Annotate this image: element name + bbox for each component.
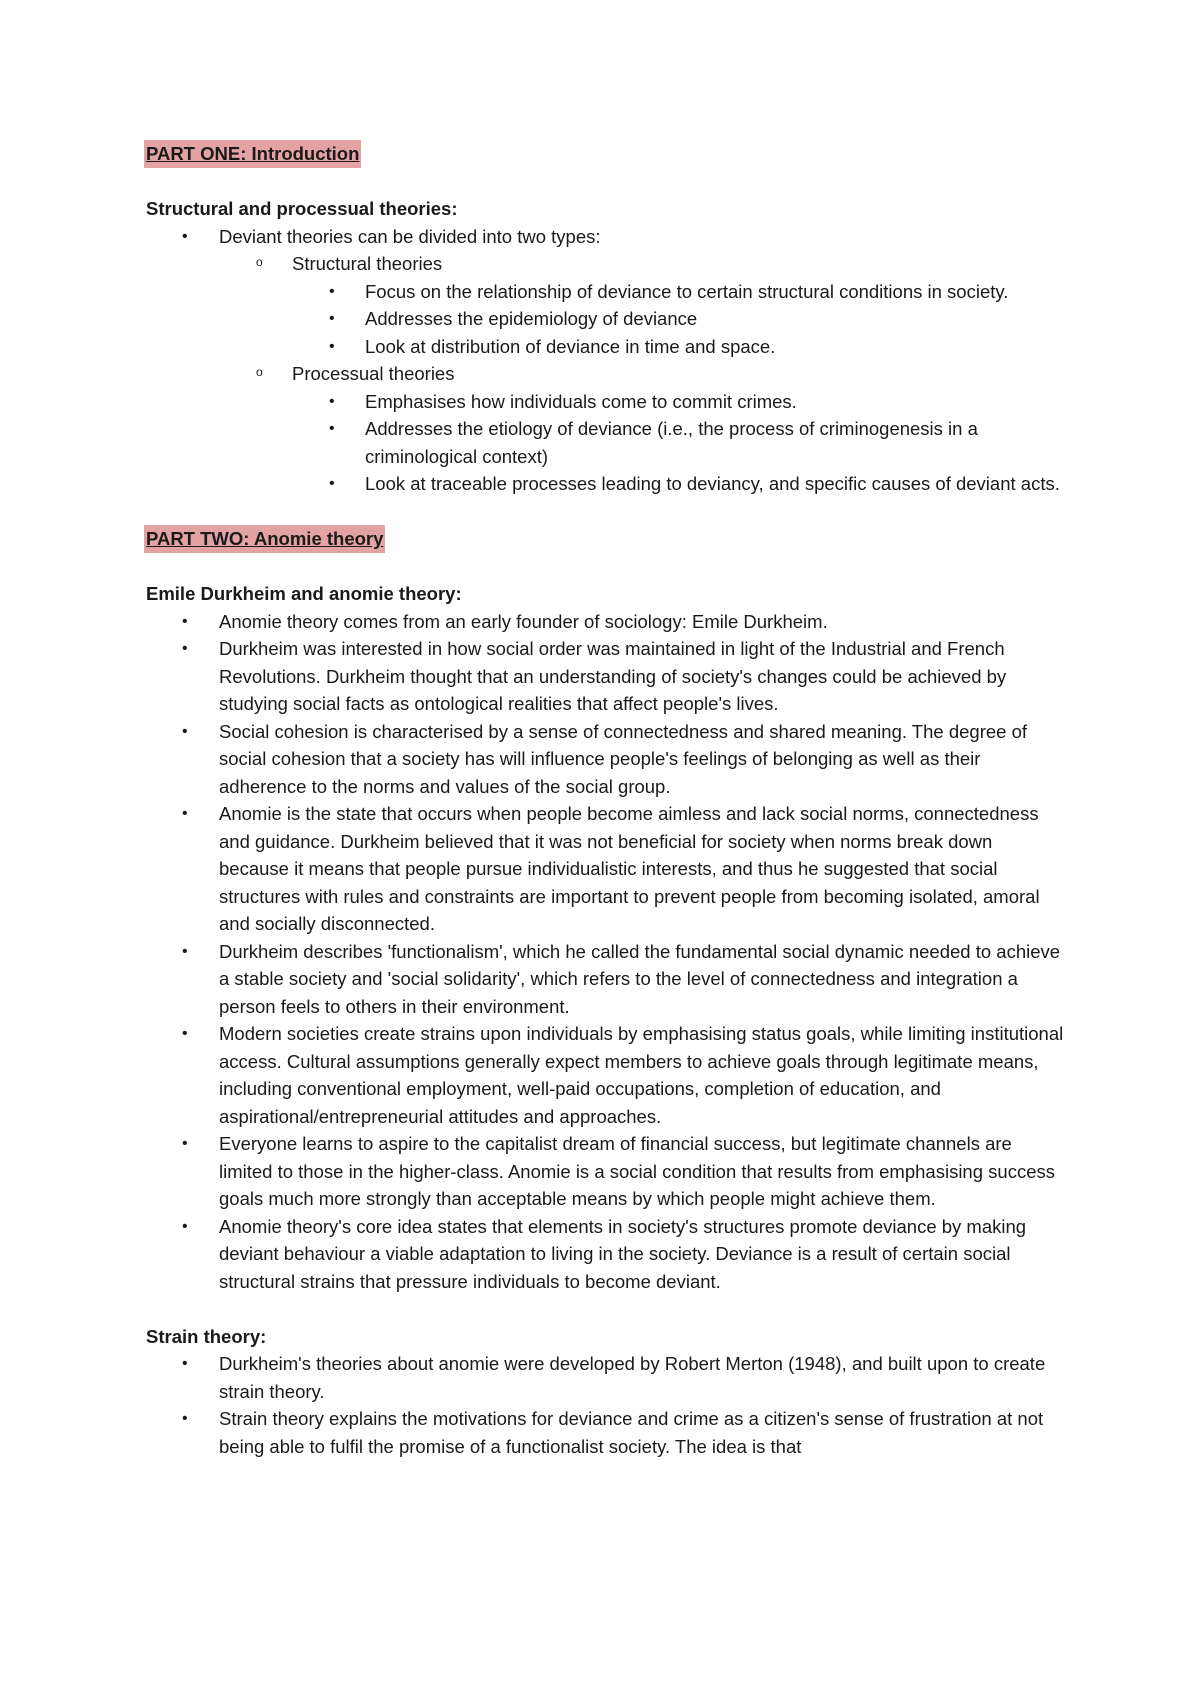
list-item bbox=[146, 1130, 1066, 1213]
spacer bbox=[146, 1295, 1066, 1323]
bullet-icon: • bbox=[329, 420, 335, 437]
list-item-text: Look at distribution of deviance in time and space. bbox=[365, 335, 776, 357]
bullet-icon: • bbox=[182, 640, 188, 657]
list-item bbox=[146, 223, 1066, 251]
list-item-text: Everyone learns to aspire to the capitalist dream of financial success, but legitimate channels are limited to those in the higher-class. Anomie is a social condition that results from emphasising success goals much more strongly than acceptable means by which people might achieve them. bbox=[219, 1133, 1055, 1209]
strain-theory-list bbox=[146, 1350, 1066, 1460]
bullet-icon: • bbox=[182, 942, 188, 960]
list-item bbox=[146, 415, 1066, 470]
list-item-text: Durkheim was interested in how social order was maintained in light of the Industrial and French Revolutions. Durkheim thought that an understanding of society's changes could be achieved by studying social facts as ontological realities that affect people's lives. bbox=[219, 638, 1007, 714]
list-item-text: Look at traceable processes leading to deviancy, and specific causes of deviant acts. bbox=[365, 473, 1060, 494]
list-item bbox=[146, 388, 1066, 416]
list-item-text: Structural theories bbox=[292, 253, 443, 274]
list-item-text: Focus on the relationship of deviance to certain structural conditions in society. bbox=[365, 280, 1009, 302]
list-item-text: Addresses the etiology of deviance (i.e., the process of criminogenesis in a criminological context) bbox=[365, 418, 978, 467]
part-two-heading: PART TWO: Anomie theory bbox=[144, 525, 385, 553]
list-item-text: Anomie theory comes from an early founder of sociology: Emile Durkheim. bbox=[219, 610, 828, 632]
bullet-icon: • bbox=[329, 475, 335, 492]
bullet-icon: • bbox=[182, 805, 188, 822]
hollow-bullet-icon: o bbox=[256, 365, 263, 379]
bullet-icon: • bbox=[182, 227, 188, 245]
list-item-text: Durkheim describes 'functionalism', which he called the fundamental social dynamic needed to achieve a stable society and 'social solidarity', which refers to the level of connectedness and integration a person feels to others in their environment. bbox=[219, 940, 1061, 1017]
list-item-text: Addresses the epidemiology of deviance bbox=[365, 308, 698, 329]
bullet-icon: • bbox=[182, 1355, 188, 1372]
bullet-icon: • bbox=[182, 1217, 188, 1235]
list-item bbox=[146, 1405, 1066, 1460]
list-item-text: Emphasises how individuals come to commit crimes. bbox=[365, 390, 797, 412]
list-item-text: Anomie is the state that occurs when people become aimless and lack social norms, connectedness and guidance. Durkheim believed that it was not beneficial for society when norms break down because it means that people pursue individualistic interests, and thus he suggested that social structures with rules and constraints are important to prevent people from becoming isolated, amoral and socially disconnected. bbox=[219, 803, 1040, 934]
part-one-heading: PART ONE: Introduction bbox=[144, 140, 361, 168]
list-item bbox=[146, 938, 1066, 1021]
bullet-icon: • bbox=[182, 1135, 188, 1152]
list-item-text: Durkheim's theories about anomie were developed by Robert Merton (1948), and built upon to create strain theory. bbox=[219, 1353, 1046, 1402]
durkheim-list bbox=[146, 608, 1066, 1296]
bullet-icon: • bbox=[329, 282, 335, 300]
bullet-icon: • bbox=[182, 612, 188, 630]
list-item-text: Modern societies create strains upon individuals by emphasising status goals, while limiting institutional access. Cultural assumptions generally expect members to achieve goals through legitimate means, including conventional employment, well-paid occupations, completion of education, and aspirational/entrepreneurial attitudes and approaches. bbox=[219, 1023, 1064, 1127]
structural-processual-heading: Structural and processual theories: bbox=[146, 198, 458, 219]
list-item-text: Anomie theory's core idea states that elements in society's structures promote deviance by making deviant behaviour a viable adaptation to living in the society. Deviance is a result of certain social structural strains that pressure individuals to become deviant. bbox=[219, 1215, 1027, 1292]
list-item bbox=[146, 635, 1066, 718]
hollow-bullet-icon: o bbox=[256, 255, 263, 269]
spacer bbox=[146, 168, 1066, 196]
list-item bbox=[146, 250, 1066, 278]
list-item bbox=[146, 1213, 1066, 1296]
list-item bbox=[146, 718, 1066, 801]
strain-theory-heading: Strain theory: bbox=[146, 1325, 267, 1347]
list-item-text: Processual theories bbox=[292, 363, 455, 384]
spacer bbox=[146, 553, 1066, 581]
list-item-text: Strain theory explains the motivations for deviance and crime as a citizen's sense of frustration at not being able to fulfil the promise of a functionalist society. The idea is that bbox=[219, 1408, 1044, 1457]
list-item bbox=[146, 800, 1066, 938]
spacer bbox=[146, 498, 1066, 526]
list-item-text: Deviant theories can be divided into two types: bbox=[219, 225, 601, 247]
document-page bbox=[146, 140, 1066, 1460]
list-item bbox=[146, 1020, 1066, 1130]
part-two-title bbox=[146, 525, 1066, 553]
list-item bbox=[146, 608, 1066, 636]
bullet-icon: • bbox=[329, 337, 335, 355]
structural-processual-list bbox=[146, 223, 1066, 498]
bullet-icon: • bbox=[182, 1410, 188, 1427]
part-one-title bbox=[146, 140, 1066, 168]
bullet-icon: • bbox=[329, 392, 335, 410]
list-item bbox=[146, 1350, 1066, 1405]
list-item bbox=[146, 470, 1066, 498]
list-item-text: Social cohesion is characterised by a sense of connectedness and shared meaning. The degree of social cohesion that a society has will influence people's feelings of belonging as well as their adherence to the norms and values of the social group. bbox=[219, 720, 1028, 797]
list-item bbox=[146, 278, 1066, 306]
bullet-icon: • bbox=[329, 310, 335, 327]
bullet-icon: • bbox=[182, 1025, 188, 1042]
durkheim-heading: Emile Durkheim and anomie theory: bbox=[146, 583, 462, 604]
list-item bbox=[146, 360, 1066, 388]
bullet-icon: • bbox=[182, 722, 188, 740]
list-item bbox=[146, 305, 1066, 333]
list-item bbox=[146, 333, 1066, 361]
